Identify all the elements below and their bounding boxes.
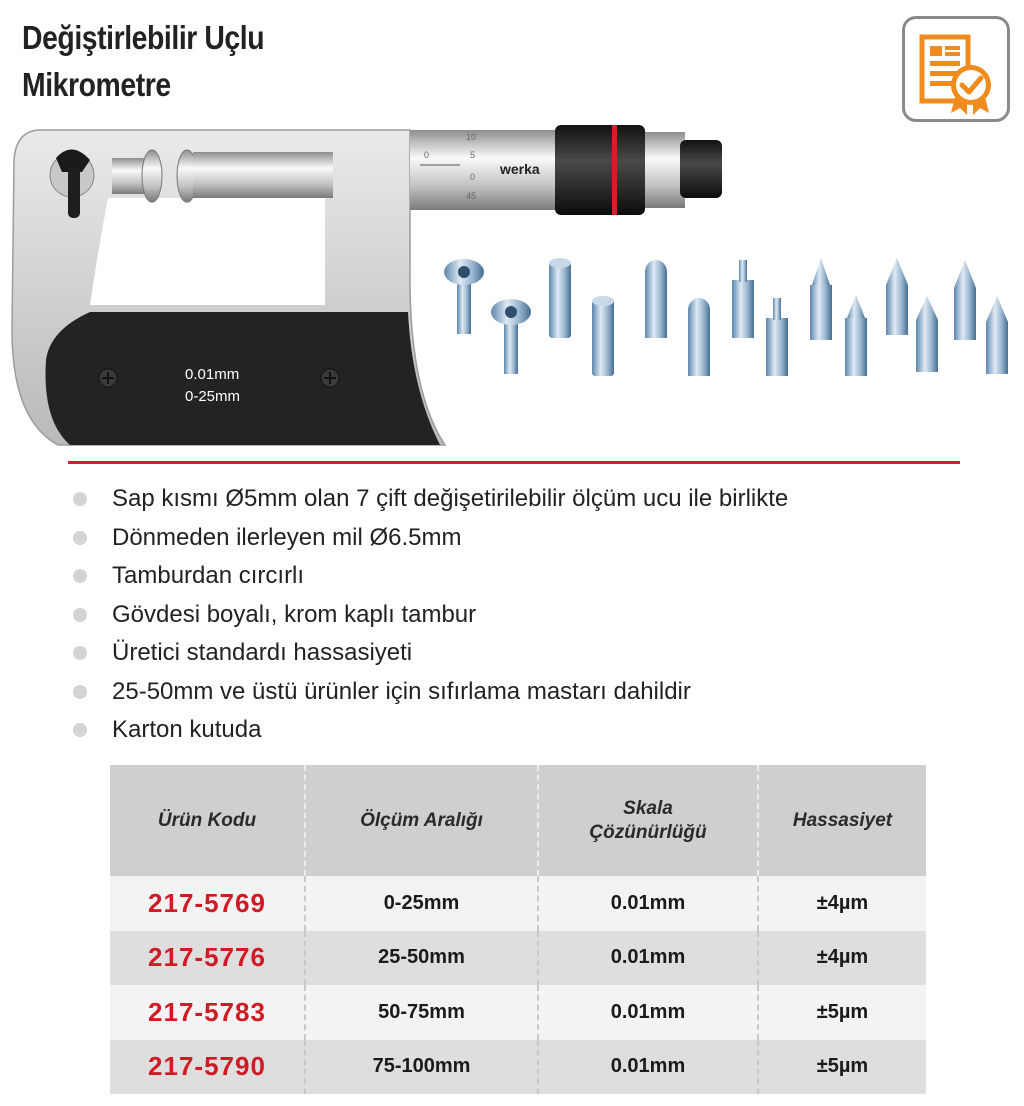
feature-item: [70, 711, 788, 750]
measuring-range: 25-50mm: [306, 931, 539, 986]
feature-item: [70, 557, 788, 596]
header-scale-line-2: Çözünürlüğü: [589, 821, 707, 843]
bullet-icon: [73, 646, 87, 660]
scale-mark-5: 5: [470, 150, 476, 160]
header-product-code: Ürün Kodu: [110, 765, 306, 876]
feature-text: Dönmeden ilerleyen mil Ø6.5mm: [112, 523, 462, 551]
title-line-2: Mikrometre: [22, 66, 171, 103]
scale-mark-10: 10: [466, 132, 477, 142]
table-row: [110, 931, 926, 986]
bullet-icon: [73, 608, 87, 622]
feature-item: [70, 480, 788, 519]
header-scale-line-1: Skala: [623, 797, 673, 819]
feature-item: [70, 519, 788, 558]
scale-resolution: 0.01mm: [539, 876, 759, 931]
feature-item: [70, 596, 788, 635]
accuracy: ±5µm: [816, 1000, 869, 1023]
feature-text: Üretici standardı hassasiyeti: [112, 639, 413, 666]
accuracy: ±5µm: [816, 1055, 869, 1078]
feature-item: [70, 634, 788, 673]
brand-label: werka: [500, 161, 540, 177]
scale-resolution: 0.01mm: [539, 985, 759, 1040]
page-title: [22, 14, 264, 108]
title-line-1: Değiştirlebilir Uçlu: [22, 19, 265, 56]
feature-text: 25-50mm ve üstü ürünler için sıfırlama mastarı dahildir: [112, 677, 691, 705]
table-row: [110, 876, 926, 931]
product-code: 217-5790: [110, 1040, 306, 1095]
certificate-badge: [902, 16, 1010, 122]
product-code: 217-5769: [110, 876, 306, 931]
header-scale-resolution: [539, 765, 759, 876]
scale-resolution: 0.01mm: [539, 931, 759, 986]
table-row: [110, 1040, 926, 1095]
feature-item: [70, 673, 788, 712]
bullet-icon: [73, 685, 87, 699]
measuring-range: 75-100mm: [306, 1040, 539, 1095]
bullet-icon: [73, 531, 87, 545]
sleeve-zero-mark: 0: [424, 150, 430, 160]
plate-resolution: 0.01mm: [185, 366, 240, 383]
micrometer-product-image: [0, 120, 1024, 460]
spec-table: [110, 765, 926, 1094]
header-accuracy: Hassasiyet: [792, 809, 893, 831]
anvil-and-spindle: [112, 150, 333, 202]
header-measuring-range: Ölçüm Aralığı: [306, 765, 539, 876]
feature-list: [70, 480, 788, 750]
table-row: [110, 985, 926, 1040]
measuring-range: 0-25mm: [306, 876, 539, 931]
bullet-icon: [73, 723, 87, 737]
red-divider: [68, 461, 960, 464]
bullet-icon: [73, 569, 87, 583]
bullet-icon: [73, 492, 87, 506]
interchangeable-tips: [444, 258, 1008, 376]
feature-text: Sap kısmı Ø5mm olan 7 çift değişetirilebilir ölçüm ucu ile birlikte: [112, 485, 789, 512]
scale-resolution: 0.01mm: [539, 1040, 759, 1095]
accuracy: ±4µm: [816, 946, 869, 969]
table-header-row: [110, 765, 926, 876]
product-code: 217-5776: [110, 931, 306, 986]
feature-text: Karton kutuda: [112, 716, 262, 743]
accuracy: ±4µm: [816, 891, 869, 914]
plate-range: 0-25mm: [185, 388, 241, 405]
product-code: 217-5783: [110, 985, 306, 1040]
feature-text: Gövdesi boyalı, krom kaplı tambur: [112, 600, 477, 628]
certified-document-icon: [905, 19, 1007, 119]
scale-mark-45: 45: [466, 191, 477, 201]
measuring-range: 50-75mm: [306, 985, 539, 1040]
scale-mark-0: 0: [470, 172, 476, 182]
feature-text: Tamburdan cırcırlı: [112, 562, 305, 589]
thimble: [410, 125, 722, 215]
